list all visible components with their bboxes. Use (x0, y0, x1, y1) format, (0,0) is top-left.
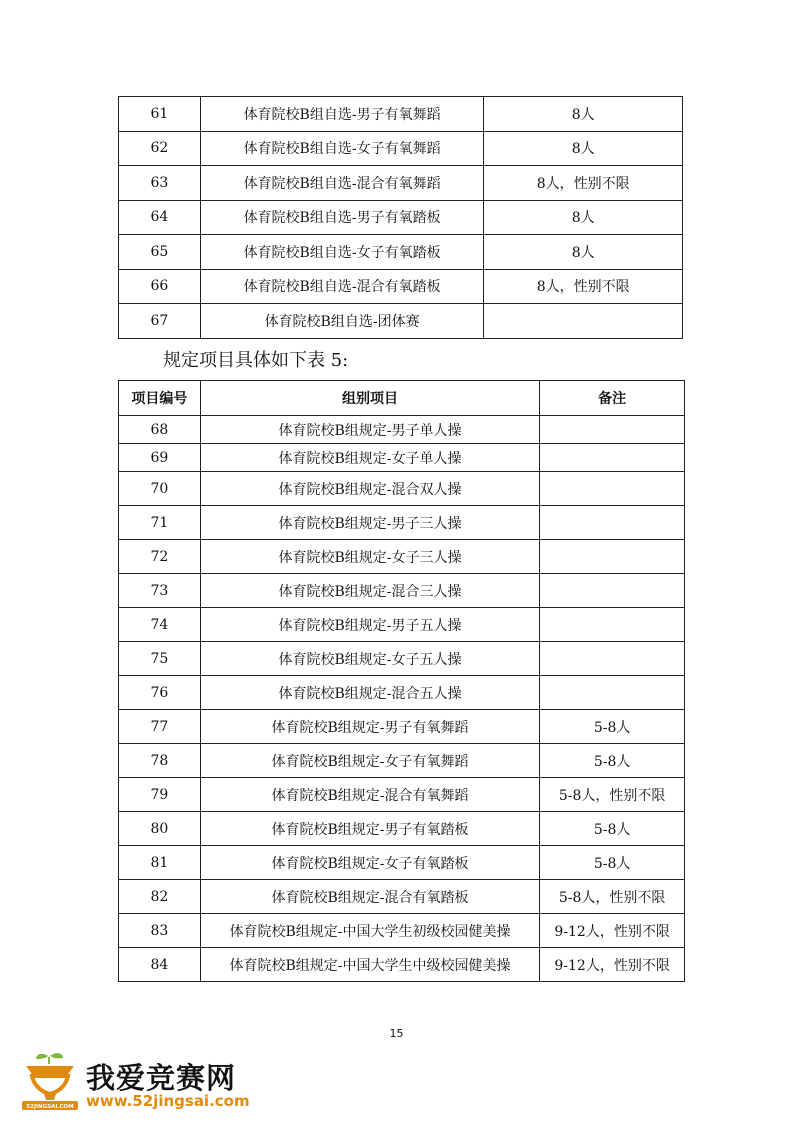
group-item-cell: 体育院校B组规定-混合五人操 (200, 676, 539, 710)
group-item-cell: 体育院校B组自选-女子有氧踏板 (200, 235, 484, 270)
group-item-cell: 体育院校B组自选-男子有氧舞蹈 (200, 97, 484, 132)
site-url[interactable]: www.52jingsai.com (86, 1092, 250, 1110)
item-number-cell: 80 (119, 812, 201, 846)
group-item-cell: 体育院校B组规定-混合双人操 (200, 472, 539, 506)
header-note: 备注 (540, 381, 685, 416)
table-row (119, 642, 685, 676)
note-cell (540, 540, 685, 574)
group-item-cell: 体育院校B组规定-男子三人操 (200, 506, 539, 540)
events-table-2 (118, 380, 685, 982)
table-row (119, 269, 683, 304)
item-number-cell: 83 (119, 914, 201, 948)
header-group-item: 组别项目 (200, 381, 539, 416)
note-cell (540, 676, 685, 710)
table-row (119, 235, 683, 270)
group-item-cell: 体育院校B组规定-男子单人操 (200, 416, 539, 444)
note-cell: 5-8人 (540, 846, 685, 880)
note-cell: 8人 (484, 235, 683, 270)
table-row (119, 608, 685, 642)
table-row (119, 880, 685, 914)
trophy-logo-icon (18, 1050, 82, 1112)
group-item-cell: 体育院校B组规定-男子有氧舞蹈 (200, 710, 539, 744)
table-row (119, 540, 685, 574)
item-number-cell: 64 (119, 200, 201, 235)
group-item-cell: 体育院校B组规定-混合三人操 (200, 574, 539, 608)
table-row (119, 914, 685, 948)
group-item-cell: 体育院校B组规定-女子五人操 (200, 642, 539, 676)
group-item-cell: 体育院校B组规定-女子三人操 (200, 540, 539, 574)
item-number-cell: 66 (119, 269, 201, 304)
item-number-cell: 73 (119, 574, 201, 608)
table-row (119, 710, 685, 744)
table-row (119, 416, 685, 444)
item-number-cell: 74 (119, 608, 201, 642)
group-item-cell: 体育院校B组规定-女子有氧踏板 (200, 846, 539, 880)
group-item-cell: 体育院校B组规定-中国大学生初级校园健美操 (200, 914, 539, 948)
table-row (119, 444, 685, 472)
item-number-cell: 77 (119, 710, 201, 744)
table-row (119, 948, 685, 982)
item-number-cell: 69 (119, 444, 201, 472)
group-item-cell: 体育院校B组规定-混合有氧舞蹈 (200, 778, 539, 812)
note-cell: 5-8人，性别不限 (540, 880, 685, 914)
group-item-cell: 体育院校B组规定-男子有氧踏板 (200, 812, 539, 846)
note-cell: 9-12人，性别不限 (540, 948, 685, 982)
group-item-cell: 体育院校B组自选-混合有氧舞蹈 (200, 166, 484, 201)
site-name: 我爱竞赛网 (86, 1061, 237, 1095)
group-item-cell: 体育院校B组规定-男子五人操 (200, 608, 539, 642)
note-cell: 5-8人 (540, 710, 685, 744)
note-cell (540, 444, 685, 472)
item-number-cell: 72 (119, 540, 201, 574)
table-row (119, 812, 685, 846)
item-number-cell: 81 (119, 846, 201, 880)
table-row (119, 131, 683, 166)
note-cell: 5-8人，性别不限 (540, 778, 685, 812)
note-cell: 9-12人，性别不限 (540, 914, 685, 948)
item-number-cell: 65 (119, 235, 201, 270)
note-cell: 8人 (484, 131, 683, 166)
note-cell: 8人 (484, 200, 683, 235)
group-item-cell: 体育院校B组自选-混合有氧踏板 (200, 269, 484, 304)
group-item-cell: 体育院校B组规定-混合有氧踏板 (200, 880, 539, 914)
note-cell (540, 574, 685, 608)
item-number-cell: 71 (119, 506, 201, 540)
page-number: 15 (389, 1027, 404, 1040)
item-number-cell: 68 (119, 416, 201, 444)
group-item-cell: 体育院校B组规定-女子有氧舞蹈 (200, 744, 539, 778)
note-cell: 8人，性别不限 (484, 269, 683, 304)
item-number-cell: 61 (119, 97, 201, 132)
table-row (119, 506, 685, 540)
note-cell: 8人 (484, 97, 683, 132)
table-row (119, 166, 683, 201)
note-cell (540, 472, 685, 506)
note-cell (540, 608, 685, 642)
note-cell (540, 506, 685, 540)
item-number-cell: 76 (119, 676, 201, 710)
group-item-cell: 体育院校B组自选-女子有氧舞蹈 (200, 131, 484, 166)
group-item-cell: 体育院校B组自选-男子有氧踏板 (200, 200, 484, 235)
note-cell: 5-8人 (540, 744, 685, 778)
item-number-cell: 63 (119, 166, 201, 201)
note-cell (540, 642, 685, 676)
item-number-cell: 67 (119, 304, 201, 339)
item-number-cell: 82 (119, 880, 201, 914)
table-row (119, 778, 685, 812)
note-cell: 5-8人 (540, 812, 685, 846)
table-row (119, 744, 685, 778)
table-row (119, 574, 685, 608)
header-item-number: 项目编号 (119, 381, 201, 416)
item-number-cell: 75 (119, 642, 201, 676)
note-cell: 8人，性别不限 (484, 166, 683, 201)
item-number-cell: 79 (119, 778, 201, 812)
table-header-row (119, 381, 685, 416)
group-item-cell: 体育院校B组规定-女子单人操 (200, 444, 539, 472)
table-row (119, 200, 683, 235)
table-row (119, 676, 685, 710)
logo-badge-text: 52JINGSAI.COM (26, 1104, 74, 1110)
note-cell (540, 416, 685, 444)
group-item-cell: 体育院校B组规定-中国大学生中级校园健美操 (200, 948, 539, 982)
table-row (119, 472, 685, 506)
table-row (119, 846, 685, 880)
item-number-cell: 70 (119, 472, 201, 506)
item-number-cell: 78 (119, 744, 201, 778)
site-logo[interactable] (18, 1050, 258, 1112)
events-table-1 (118, 96, 683, 339)
item-number-cell: 62 (119, 131, 201, 166)
table-row (119, 304, 683, 339)
note-cell (484, 304, 683, 339)
group-item-cell: 体育院校B组自选-团体赛 (200, 304, 484, 339)
item-number-cell: 84 (119, 948, 201, 982)
table-row (119, 97, 683, 132)
section-subtitle: 规定项目具体如下表 5: (163, 350, 349, 371)
